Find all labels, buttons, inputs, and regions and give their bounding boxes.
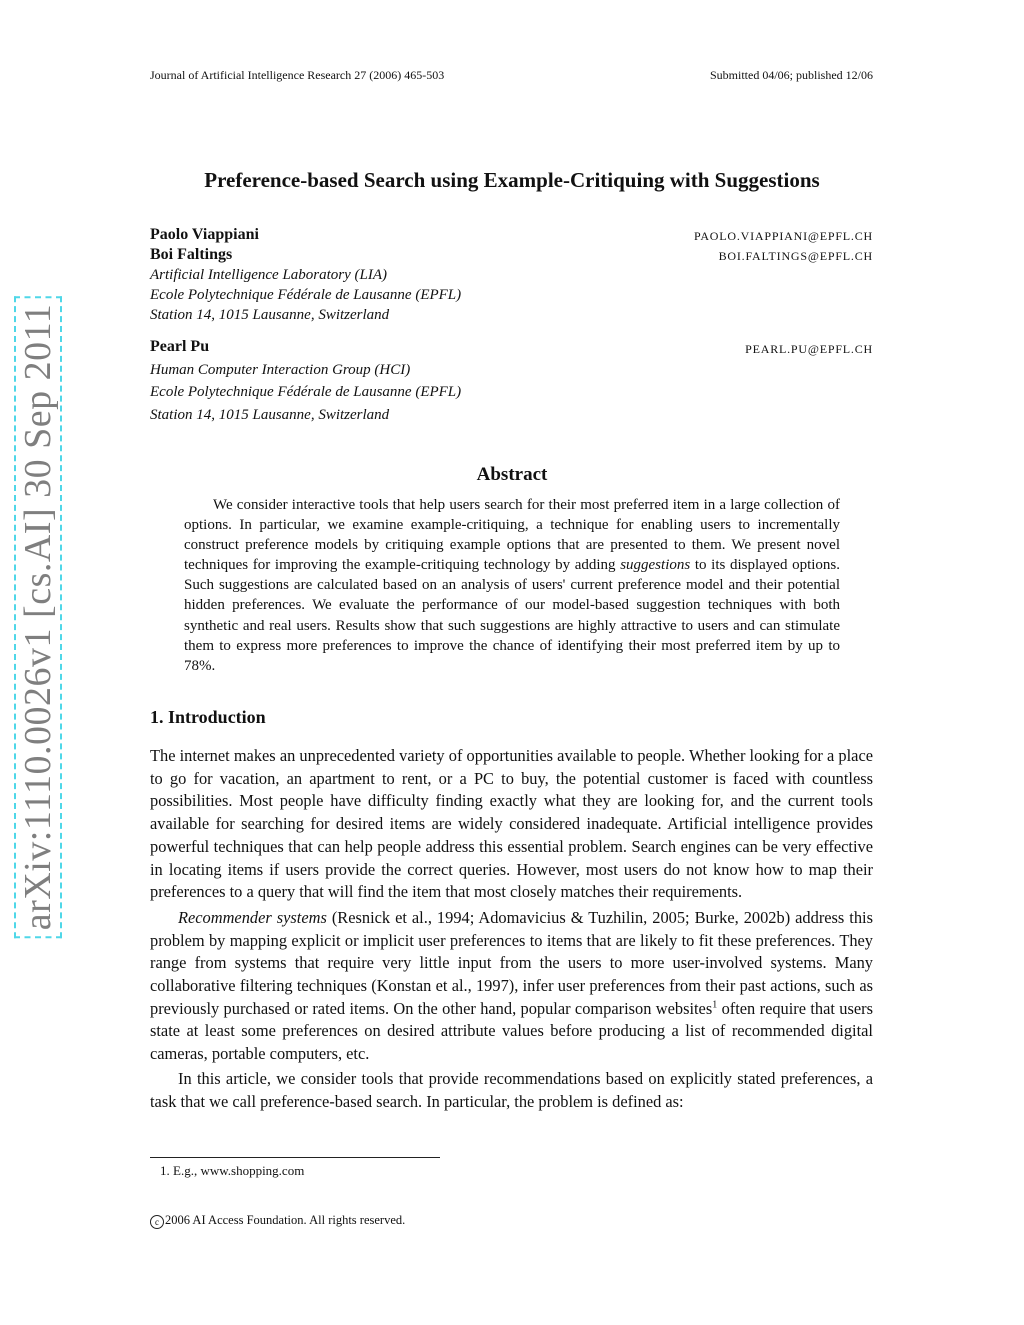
affiliation-line: Station 14, 1015 Lausanne, Switzerland xyxy=(150,307,390,323)
footnote-rule xyxy=(150,1157,440,1158)
copyright-notice xyxy=(150,1213,405,1229)
footnote-marker[interactable]: 1 xyxy=(712,999,718,1011)
abstract-emphasis: suggestions xyxy=(620,557,691,574)
copyright-icon: c xyxy=(150,1215,164,1229)
author-name: Pearl Pu xyxy=(150,338,210,355)
author-name: Paolo Viappiani xyxy=(150,226,259,243)
footnote: 1. E.g., www.shopping.com xyxy=(160,1163,305,1178)
paper-title: Preference-based Search using Example-Critiquing with Suggestions xyxy=(204,168,820,192)
arxiv-stamp[interactable]: arXiv:1110.0026v1 [cs.AI] 30 Sep 2011 xyxy=(14,296,62,938)
section-heading: 1. Introduction xyxy=(150,707,266,727)
affiliation-line: Ecole Polytechnique Fédérale de Lausanne (EPFL) xyxy=(150,384,462,400)
affiliation-line: Ecole Polytechnique Fédérale de Lausanne (EPFL) xyxy=(150,287,462,303)
author-email[interactable]: PEARL.PU@EPFL.CH xyxy=(745,342,873,356)
journal-header: Journal of Artificial Intelligence Research 27 (2006) 465-503 xyxy=(150,68,445,82)
paragraph-text: often require that users state at least some preferences on desired attribute values before producing a list of recommended digital cameras, portable computers, etc. xyxy=(150,998,873,1064)
affiliation-line: Station 14, 1015 Lausanne, Switzerland xyxy=(150,407,390,423)
paragraph-text: (Resnick et al., 1994; Adomavicius & Tuzhilin, 2005; Burke, 2002b) address this problem by mapping explicit or implicit user preferences to items that are likely to fit these preferences. They range from systems that require very little input from the users to more user-involved systems. Many collaborative filtering techniques (Konstan et al., 1997), infer user preferences from their past actions, such as previously purchased or rated items. On the other hand, popular comparison websites xyxy=(150,907,873,1018)
abstract-text: We consider interactive tools that help users search for their most preferred item in a large collection of options. In particular, we examine example-critiquing, a technique for enabling users to incrementally construct preference models by critiquing example options that are presented to them. We present novel techniques for improving the example-critiquing technology by adding xyxy=(184,497,840,574)
abstract-heading: Abstract xyxy=(476,464,548,485)
author-email[interactable]: BOI.FALTINGS@EPFL.CH xyxy=(718,249,873,263)
copyright-text: 2006 AI Access Foundation. All rights reserved. xyxy=(165,1213,406,1227)
paragraph xyxy=(150,907,873,1066)
paragraph: The internet makes an unprecedented variety of opportunities available to people. Whether looking for a place to go for vacation, an apartment to rent, or a PC to buy, the potential customer is faced with countless possibilities. Most people have difficulty finding exactly what they are looking for, and the current tools available for searching for desired items are widely considered inadequate. Artificial intelligence provides powerful techniques that can help people address this essential problem. Search engines can be very effective in locating items if users provide the correct queries. However, most users do not know how to map their preferences to a query that will find the item that most closely matches their requirements. xyxy=(150,746,873,902)
submission-dates: Submitted 04/06; published 12/06 xyxy=(709,68,873,82)
author-name: Boi Faltings xyxy=(150,246,233,263)
term-emphasis: Recommender systems xyxy=(178,907,327,927)
abstract-text: to its displayed options. Such suggestions are calculated based on an analysis of users' current preference model and their potential hidden preferences. We evaluate the performance of our model-based suggestion techniques with both synthetic and real users. Results show that such suggestions are highly attractive to users and can stimulate them to express more preferences to improve the chance of identifying their most preferred item by up to 78%. xyxy=(184,557,841,674)
abstract-body xyxy=(184,495,840,676)
affiliation-line: Human Computer Interaction Group (HCI) xyxy=(150,362,411,378)
paragraph: In this article, we consider tools that provide recommendations based on explicitly stated preferences, a task that we call preference-based search. In particular, the problem is defined as: xyxy=(150,1068,873,1111)
section-body xyxy=(150,745,873,1113)
affiliation-line: Artificial Intelligence Laboratory (LIA) xyxy=(150,267,388,283)
author-email[interactable]: PAOLO.VIAPPIANI@EPFL.CH xyxy=(693,229,873,243)
